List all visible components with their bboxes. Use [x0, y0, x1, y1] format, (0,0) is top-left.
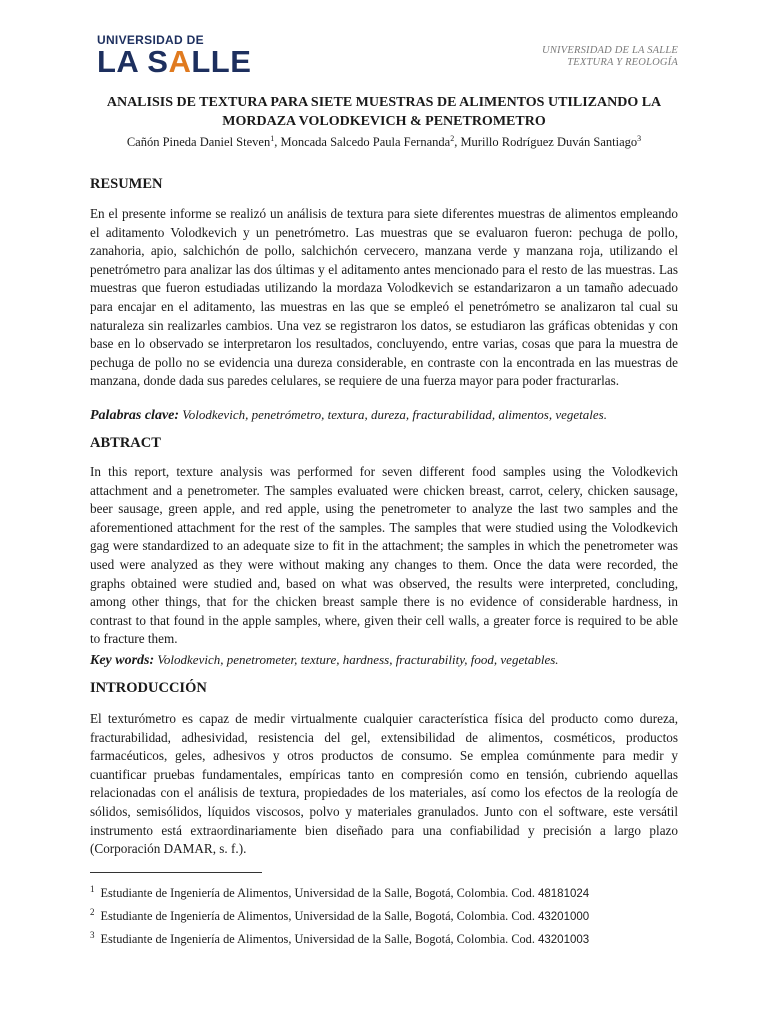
running-header-line2: TEXTURA Y REOLOGÍA: [567, 57, 678, 68]
title-line1: ANALISIS DE TEXTURA PARA SIETE MUESTRAS DE ALIMENTOS UTILIZANDO LA: [106, 95, 662, 110]
author-list: [90, 131, 678, 150]
logo-main-text: LA SALLE: [97, 44, 252, 79]
university-logo: [97, 33, 251, 77]
abstract-paragraph: In this report, texture analysis was performed for seven different food samples using the Volodkevich attachment and a penetrometer. The samples evaluated were chicken breast, carrot, celery, chicken sausage, beer sausage, green apple, and red apple, using the penetrometer to analyze the last two samples and the aforementioned attachment for the rest of the samples. The samples that were studied using the Volodkevich gag were standardized to an adequate size to fit in the attachment; the samples in which the penetrometer was used were analyzed as they were without making any changes to them. Once the data were recorded, the graphs obtained were studied and, based on what was observed, the results were interpreted, concluding, among other things, that for the chicken breast sample there is no evidence of considerable hardness, in contrast to that found in the apple samples, where, given their cell walls, a greater force is required to be able to fracture them.: [90, 464, 678, 647]
palabras-clave: Palabras clave: Volodkevich, penetrómetro, textura, dureza, fracturabilidad, alimentos, vegetales.: [90, 407, 607, 423]
footnotes: [90, 880, 589, 949]
running-header: [542, 45, 678, 69]
running-header-line1: UNIVERSIDAD DE LA SALLE: [542, 45, 678, 56]
footnote-divider: [90, 872, 262, 873]
key-words: Key words: Volodkevich, penetrometer, texture, hardness, fracturability, food, vegetables.: [90, 652, 559, 668]
resumen-paragraph: En el presente informe se realizó un análisis de textura para siete diferentes muestras de alimentos empleando el aditamento Volodkevich y un penetrómetro. Las muestras que se evaluaron fueron: pechuga de pollo, zanahoria, apio, salchichón de pollo, salchichón cervecero, manzana verde y manzana roja, utilizando el penetrómetro para analizar las dos últimas y el aditamento antes mencionado para el resto de las muestras. Las muestras que fueron estudiadas utilizando la mordaza Volodkevich se estandarizaron a un tamaño adecuado para encajar en el aditamento, las muestras en las que se empleó el penetrómetro se analizaron tal cual su naturaleza sin realizarles cambios. Una vez se registraron los datos, se estudiaron las gráficas obtenidas y con base en lo observado se interpretaron los resultados, concluyendo, entre varias, cosas que para la muestra de pechuga de pollo no se evidencia una dureza considerable, en contraste con la encontrada en las muestras de manzana, donde dada sus paredes celulares, se requiere de una fuerza mayor para poder fracturarlas.: [90, 206, 678, 389]
resumen-heading: RESUMEN: [90, 176, 163, 192]
introduccion-paragraph: El texturómetro es capaz de medir virtualmente cualquier característica física del producto como dureza, fracturabilidad, adhesividad, resistencia del gel, extensibilidad de alimentos, cosméticos, productos farmacéuticos, geles, adhesivos y otros productos de consumo. Se emplea comúnmente para medir y cuantificar pruebas fundamentales, empíricas tanto en compresión como en tensión, cubriendo aquellas relacionadas con el análisis de textura, propiedades de los materiales, así como los efectos de la reología de sólidos, semisólidos, líquidos viscosos, polvo y materiales granulados. Junto con el software, este versátil instrumento está extraordinariamente bien diseñado para una confiabilidad y precisión a largo plazo (Corporación DAMAR, s. f.).: [90, 711, 678, 857]
author: Moncada Salcedo Paula Fernanda$^2$,: [280, 134, 461, 150]
introduccion-heading: INTRODUCCIÓN: [90, 680, 207, 696]
footnote: $^2$ Estudiante de Ingeniería de Alimentos, Universidad de la Salle, Bogotá, Colombia. Cod. 43201000: [90, 907, 590, 924]
abstract-heading: ABTRACT: [90, 435, 161, 451]
logo-top-text: UNIVERSIDAD DE: [97, 33, 204, 47]
author: Cañón Pineda Daniel Steven$^1$,: [126, 134, 281, 150]
author: Murillo Rodríguez Duván Santiago$^3$: [460, 134, 642, 150]
footnote: $^1$ Estudiante de Ingeniería de Alimentos, Universidad de la Salle, Bogotá, Colombia. Cod. 48181024: [90, 884, 590, 901]
paper-title: [90, 93, 678, 131]
footnote: $^3$ Estudiante de Ingeniería de Alimentos, Universidad de la Salle, Bogotá, Colombia. Cod. 43201003: [90, 930, 590, 947]
title-line2: MORDAZA VOLODKEVICH & PENETROMETRO: [222, 114, 546, 129]
